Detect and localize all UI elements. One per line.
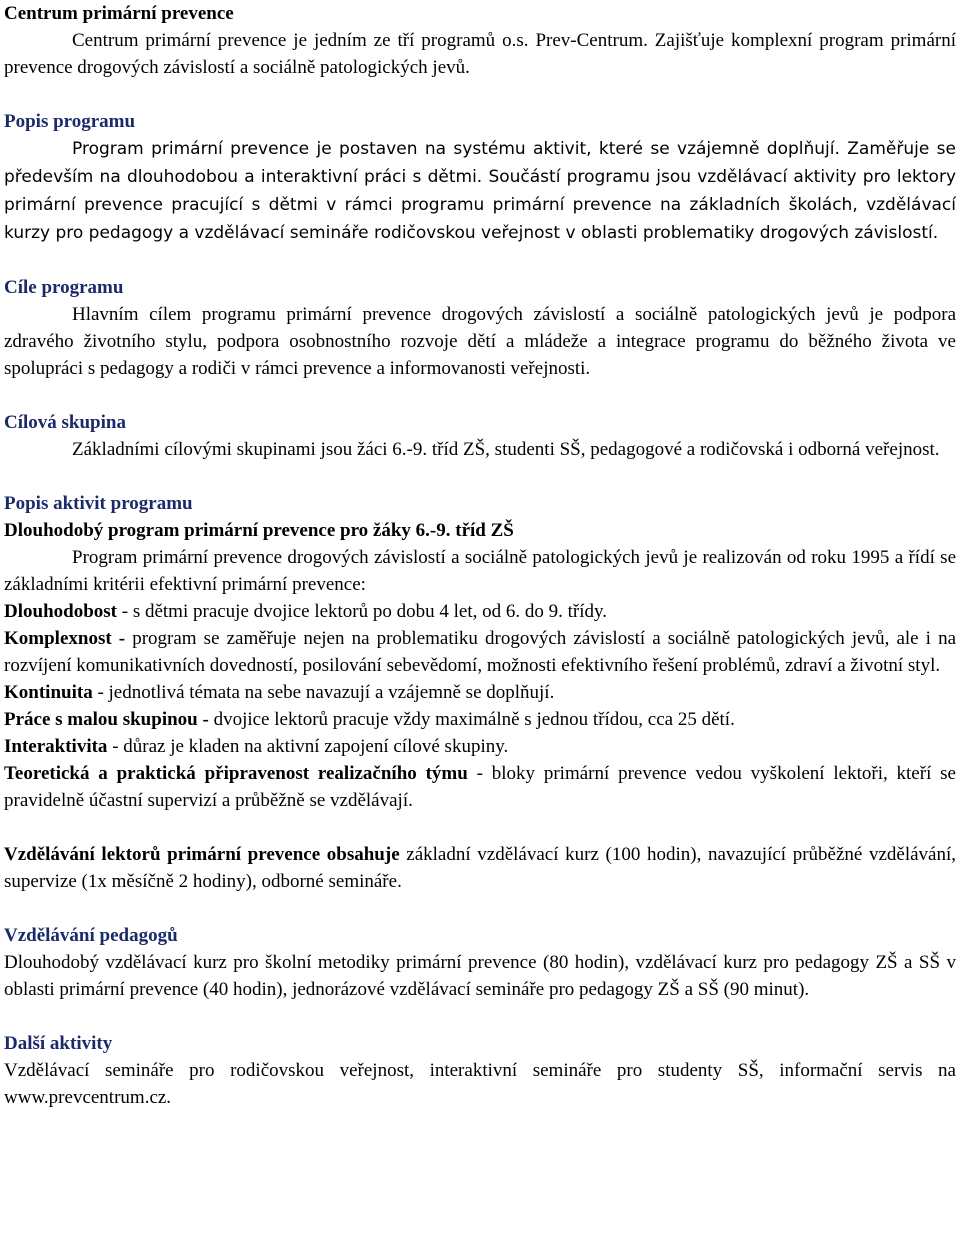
- heading-cile: Cíle programu: [4, 277, 124, 298]
- list-item: [4, 598, 956, 625]
- desc-kontinuita: - jednotlivá témata na sebe navazují a vzájemně se doplňují.: [92, 682, 555, 703]
- list-item: [4, 733, 956, 760]
- section-popis: [4, 108, 956, 247]
- paragraph-dalsi: Vzdělávací semináře pro rodičovskou veřejnost, interaktivní semináře pro studenty SŠ, informační servis na www.prevcentrum.cz.: [4, 1060, 956, 1108]
- section-skupina: [4, 409, 956, 463]
- desc-interaktivita: - důraz je kladen na aktivní zapojení cílové skupiny.: [107, 736, 509, 757]
- section-cile: [4, 274, 956, 382]
- heading-skupina: Cílová skupina: [4, 412, 126, 433]
- paragraph-pedagogove: Dlouhodobý vzdělávací kurz pro školní metodiky primární prevence (80 hodin), vzdělávací kurz pro pedagogy ZŠ a SŠ v oblasti primární prevence (40 hodin), jednorázové vzdělávací semináře pro pedagogy ZŠ a SŠ (90 minut).: [4, 952, 956, 1000]
- heading-centrum: Centrum primární prevence: [4, 3, 234, 24]
- term-komplexnost: Komplexnost -: [4, 628, 126, 649]
- desc-mala-skupina: dvojice lektorů pracuje vždy maximálně s jednou třídou, cca 25 dětí.: [208, 709, 735, 730]
- term-mala-skupina: Práce s malou skupinou -: [4, 709, 209, 730]
- heading-pedagogove: Vzdělávání pedagogů: [4, 925, 178, 946]
- paragraph-skupina: Základními cílovými skupinami jsou žáci 6.-9. tříd ZŠ, studenti SŠ, pedagogové a rodičovská i odborná veřejnost.: [72, 439, 940, 460]
- desc-dlouhodobost: - s dětmi pracuje dvojice lektorů po dobu 4 let, od 6. do 9. třídy.: [117, 601, 608, 622]
- paragraph-popis-sans: Program primární prevence je postaven na systému aktivit, které se vzájemně doplňují. Zaměřuje se především na dlouhodobou a interaktivní práci s dětmi.: [4, 139, 956, 187]
- term-dlouhodobost: Dlouhodobost: [4, 601, 117, 622]
- term-pripravenost: Teoretická a praktická připravenost realizačního týmu: [4, 763, 468, 784]
- subheading-dlouhodoby: Dlouhodobý program primární prevence pro žáky 6.-9. tříd ZŠ: [4, 520, 514, 541]
- heading-dalsi: Další aktivity: [4, 1033, 113, 1054]
- section-lektori: [4, 841, 956, 895]
- heading-aktivity: Popis aktivit programu: [4, 493, 193, 514]
- desc-komplexnost: program se zaměřuje nejen na problematiku drogových závislostí a sociálně patologických jevů, ale i na rozvíjení komunikativních dovedností, posilování sebevědomí, možnosti efektivního řešení problémů, zdraví a životní styl.: [4, 628, 956, 676]
- paragraph-popis: [4, 135, 956, 247]
- paragraph-popis-rest: Součástí programu jsou vzdělávací aktivity pro lektory primární prevence pracující s dětmi v rámci programu primární prevence na základních školách, vzdělávací kurzy pro pedagogy a vzdělávací semináře rodičovskou veřejnost v oblasti problematiky drogových závislostí.: [4, 167, 957, 243]
- heading-popis: Popis programu: [4, 111, 136, 132]
- section-centrum: [4, 0, 956, 81]
- term-interaktivita: Interaktivita: [4, 736, 108, 757]
- term-lektori: Vzdělávání lektorů primární prevence obsahuje: [4, 844, 400, 865]
- paragraph-centrum: Centrum primární prevence je jedním ze tří programů o.s. Prev-Centrum. Zajišťuje komplexní program primární prevence drogových závislostí a sociálně patologických jevů.: [4, 30, 956, 78]
- paragraph-lektori: [4, 841, 956, 895]
- section-aktivity: [4, 490, 956, 814]
- desc-pripravenost: - bloky primární prevence vedou vyškolení lektoři, kteří se pravidelně účastní supervizí a průběžně se vzdělávají.: [4, 763, 956, 811]
- list-item: [4, 760, 956, 814]
- paragraph-aktivity-intro: Program primární prevence drogových závislostí a sociálně patologických jevů je realizován od roku 1995 a řídí se základními kritérii efektivní primární prevence:: [4, 547, 956, 595]
- section-pedagogove: [4, 922, 956, 1003]
- paragraph-cile: Hlavním cílem programu primární prevence drogových závislostí a sociálně patologických jevů je podpora zdravého životního stylu, podpora osobnostního rozvoje dětí a mládeže a integrace programu do běžného života ve spolupráci s pedagogy a rodiči v rámci prevence a informovanosti veřejnosti.: [4, 304, 956, 379]
- term-kontinuita: Kontinuita: [4, 682, 93, 703]
- section-dalsi: [4, 1030, 956, 1111]
- desc-lektori: základní vzdělávací kurz (100 hodin), navazující průběžné vzdělávání, supervize (1x měsíčně 2 hodiny), odborné semináře.: [4, 844, 956, 892]
- list-item: [4, 625, 956, 679]
- list-item: [4, 679, 956, 706]
- list-item: [4, 706, 956, 733]
